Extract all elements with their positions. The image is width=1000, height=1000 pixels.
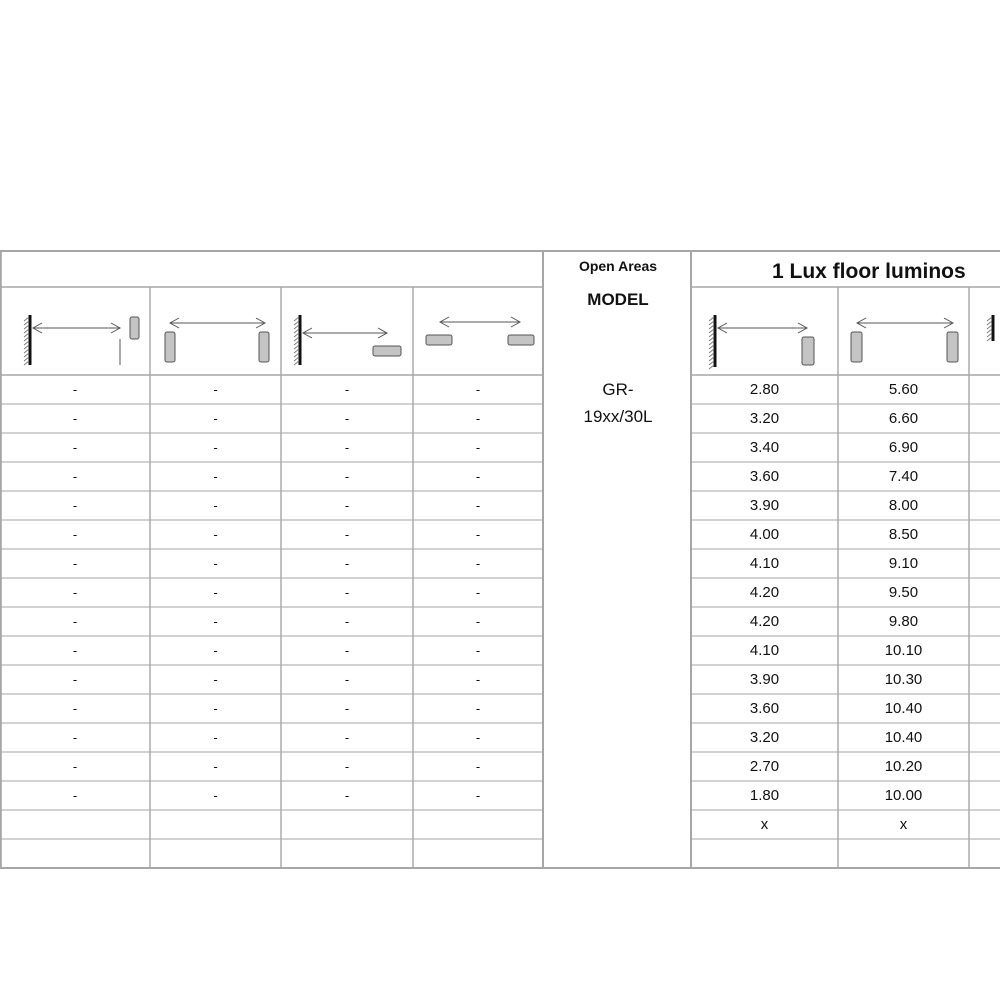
table-cell: - (72, 701, 78, 716)
table-cell: - (72, 730, 78, 745)
table-cell: - (475, 498, 481, 513)
table-cell: - (72, 672, 78, 687)
wall-partial-icon (975, 305, 1000, 369)
table-cell: 1.80 (749, 787, 780, 804)
model-header: MODEL (587, 290, 649, 309)
table-cell: - (475, 382, 481, 397)
table-cell: 4.00 (749, 526, 780, 543)
table-cell: 10.20 (884, 758, 923, 775)
table-cell: - (344, 498, 350, 513)
table-cell: - (72, 614, 78, 629)
table-cell: - (475, 614, 481, 629)
table-cell: 2.80 (749, 381, 780, 398)
table-cell: - (213, 411, 218, 426)
table-cell: - (72, 556, 78, 571)
table-cell: - (72, 411, 78, 426)
table-cell: - (213, 440, 218, 455)
table-cell: - (213, 701, 218, 716)
table-cell: - (213, 382, 218, 397)
table-cell: - (475, 643, 481, 658)
table-cell: - (344, 643, 350, 658)
wall-to-corner-luminaire-icon (8, 305, 148, 369)
table-cell: 3.60 (749, 700, 780, 717)
table-cell: - (344, 614, 350, 629)
table-cell: - (475, 672, 481, 687)
table-cell: - (475, 759, 481, 774)
table-cell: 3.90 (749, 497, 780, 514)
ceiling-to-ceiling-luminaire-icon (420, 305, 538, 369)
table-cell: - (72, 498, 78, 513)
table-cell: - (344, 469, 350, 484)
table-cell: 3.40 (749, 439, 780, 456)
table-cell: 8.00 (888, 497, 919, 514)
table-cell: - (72, 527, 78, 542)
table-cell: - (475, 469, 481, 484)
table-cell: 4.10 (749, 642, 780, 659)
table-cell: 10.40 (884, 729, 923, 746)
table-cell: 9.50 (888, 584, 919, 601)
table-cell: 10.10 (884, 642, 923, 659)
table-cell: - (344, 585, 350, 600)
table-cell: - (475, 527, 481, 542)
table-cell: - (344, 759, 350, 774)
table-cell: - (213, 527, 218, 542)
table-cell: - (213, 469, 218, 484)
table-cell: 3.90 (749, 671, 780, 688)
wall-to-luminaire-icon (697, 305, 835, 369)
table-cell: 5.60 (888, 381, 919, 398)
table-cell: - (475, 411, 481, 426)
table-cell: 10.30 (884, 671, 923, 688)
table-cell: 10.40 (884, 700, 923, 717)
table-cell: 4.20 (749, 613, 780, 630)
table-cell: - (344, 440, 350, 455)
table-cell: - (475, 788, 481, 803)
table-cell: - (344, 701, 350, 716)
lux-title-header: 1 Lux floor luminos (772, 260, 966, 283)
table-cell: - (72, 759, 78, 774)
luminaire-to-luminaire-icon (845, 305, 965, 369)
table-cell: 3.20 (749, 729, 780, 746)
table-cell: 4.20 (749, 584, 780, 601)
table-cell: - (475, 701, 481, 716)
table-cell: - (344, 527, 350, 542)
table-cell: - (344, 411, 350, 426)
luminaire-to-luminaire-icon (155, 305, 277, 369)
model-value-line2: 19xx/30L (583, 407, 653, 426)
table-cell: - (475, 440, 481, 455)
table-cell: - (213, 556, 218, 571)
table-cell: - (213, 730, 218, 745)
table-cell: - (213, 672, 218, 687)
table-cell: 9.10 (888, 555, 919, 572)
table-cell: - (344, 382, 350, 397)
table-cell: - (72, 440, 78, 455)
table-cell: - (72, 643, 78, 658)
table-cell: - (72, 382, 78, 397)
table-cell: - (72, 788, 78, 803)
table-cell: - (213, 585, 218, 600)
table-cell: - (72, 585, 78, 600)
table-cell: - (344, 556, 350, 571)
table-cell: - (344, 788, 350, 803)
table-cell: - (72, 469, 78, 484)
table-cell: 10.00 (884, 787, 923, 804)
model-value-line1: GR- (602, 380, 634, 399)
table-cell: 2.70 (749, 758, 780, 775)
open-areas-header: Open Areas (578, 258, 658, 274)
wall-to-ceiling-luminaire-icon (287, 305, 409, 369)
table-cell: x (899, 816, 908, 833)
table-cell: 8.50 (888, 526, 919, 543)
table-cell: 4.10 (749, 555, 780, 572)
table-cell: - (213, 759, 218, 774)
table-cell: - (344, 730, 350, 745)
table-cell: - (475, 556, 481, 571)
table-cell: - (213, 498, 218, 513)
table-cell: - (475, 585, 481, 600)
table-cell: - (213, 614, 218, 629)
table-cell: 3.20 (749, 410, 780, 427)
table-cell: - (213, 788, 218, 803)
table-cell: 7.40 (888, 468, 919, 485)
table-cell: 9.80 (888, 613, 919, 630)
table-cell: 3.60 (749, 468, 780, 485)
table-cell: - (475, 730, 481, 745)
table-cell: x (760, 816, 769, 833)
table-cell: - (213, 643, 218, 658)
table-cell: - (344, 672, 350, 687)
table-cell: 6.90 (888, 439, 919, 456)
table-cell: 6.60 (888, 410, 919, 427)
